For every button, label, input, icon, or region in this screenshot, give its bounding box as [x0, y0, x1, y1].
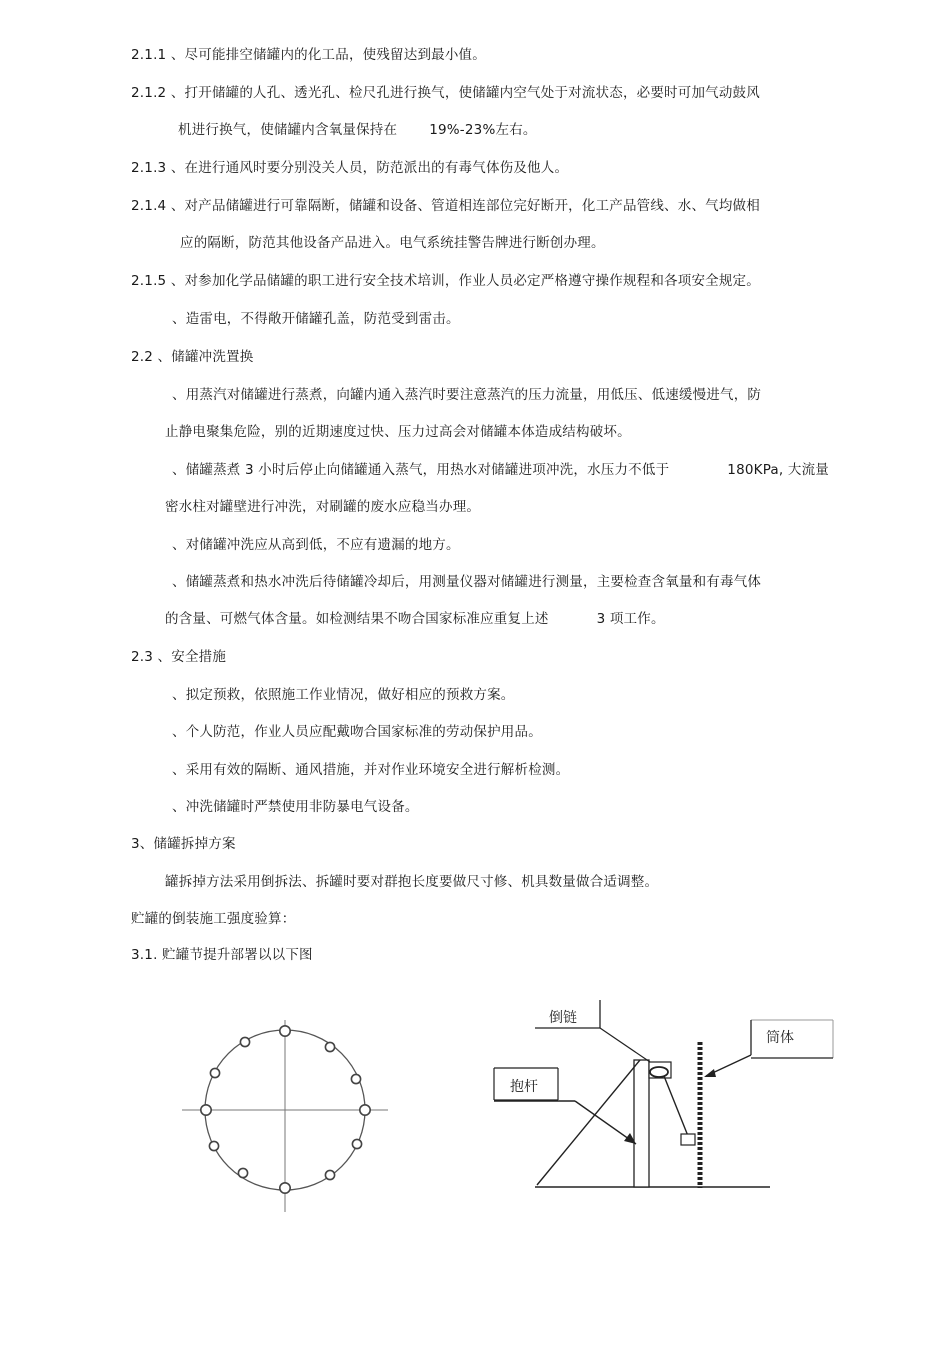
- heading-3: 3、储罐拆掉方案: [131, 836, 236, 852]
- line-lightning: 、造雷电，不得敞开储罐孔盖，防范受到雷击。: [172, 311, 460, 327]
- lifting-point: [280, 1183, 290, 1193]
- line-2-1-5: 2.1.5 、对参加化学品储罐的职工进行安全技术培训，作业人员必定严格遵守操作规程和各项安全规定。: [131, 273, 760, 289]
- lifting-point: [209, 1141, 218, 1150]
- line-ppe: 、个人防范，作业人员应配戴吻合国家标准的劳动保护用品。: [172, 724, 542, 740]
- line-measure: 、储罐蒸煮和热水冲洗后待储罐冷却后，用测量仪器对储罐进行测量，主要检查含氧量和有毒气体: [172, 574, 762, 590]
- clamp-block: [681, 1134, 695, 1145]
- line-measure-cont: 的含量、可燃气体含量。如检测结果不吻合国家标准应重复上述 3 项工作。: [165, 611, 665, 627]
- line-flush: 、对储罐冲洗应从高到低，不应有遗漏的地方。: [172, 537, 460, 553]
- lifting-point: [210, 1068, 219, 1077]
- line-2-1-2: 2.1.2 、打开储罐的人孔、透光孔、检尺孔进行换气，使储罐内空气处于对流状态，必要时可加气动鼓风: [131, 85, 760, 101]
- chain-hoist-leader: [600, 1028, 650, 1062]
- lifting-point: [325, 1042, 334, 1051]
- lifting-point: [238, 1168, 247, 1177]
- line-steam: 、用蒸汽对储罐进行蒸煮，向罐内通入蒸汽时要注意蒸汽的压力流量，用低压、低速缓慢进气，防: [172, 387, 762, 403]
- shell-label: 筒体: [766, 1030, 794, 1046]
- line-dismantle: 罐拆掉方法采用倒拆法、拆罐时要对群抱长度要做尺寸修、机具数量做合适调整。: [165, 874, 659, 890]
- chain-line: [664, 1076, 688, 1136]
- pole: [634, 1060, 649, 1187]
- lifting-point: [352, 1139, 361, 1148]
- line-2-1-2-cont: 机进行换气，使储罐内含氧量保持在 19%-23%左右。: [178, 122, 537, 138]
- chain-hoist-label: 倒链: [549, 1010, 577, 1026]
- line-2-1-4: 2.1.4 、对产品储罐进行可靠隔断，储罐和设备、管道相连部位完好断开，化工产品管线、水、气均做相: [131, 198, 760, 214]
- pole-label: 抱杆: [510, 1079, 538, 1095]
- line-hotwater: 、储罐蒸煮 3 小时后停止向储罐通入蒸气，用热水对储罐进项冲洗，水压力不低于 180KPa, 大流量: [172, 462, 829, 478]
- line-2-1-1: 2.1.1 、尽可能排空储罐内的化工品，使残留达到最小值。: [131, 47, 486, 63]
- lifting-point: [240, 1037, 249, 1046]
- heading-2-2: 2.2 、储罐冲洗置换: [131, 349, 254, 365]
- plan-view-diagram: [182, 1020, 388, 1212]
- lifting-point: [325, 1170, 334, 1179]
- line-2-1-3: 2.1.3 、在进行通风时要分别没关人员，防范派出的有毒气体伤及他人。: [131, 160, 569, 176]
- lifting-point: [201, 1105, 211, 1115]
- lifting-point: [280, 1026, 290, 1036]
- line-steam-cont: 止静电聚集危险，别的近期速度过快、压力过高会对储罐本体造成结构破坏。: [165, 424, 631, 440]
- line-plan: 、拟定预救，依照施工作业情况，做好相应的预救方案。: [172, 687, 515, 703]
- line-hotwater-cont: 密水柱对罐壁进行冲洗，对刷罐的废水应稳当办理。: [165, 499, 481, 515]
- line-2-1-4-cont: 应的隔断，防范其他设备产品进入。电气系统挂警告牌进行断创办理。: [180, 235, 605, 251]
- lifting-point: [351, 1074, 360, 1083]
- line-strength-check: 贮罐的倒装施工强度验算：: [131, 911, 296, 927]
- pole-brace: [537, 1060, 640, 1185]
- heading-3-1: 3.1. 贮罐节提升部署以以下图: [131, 947, 313, 963]
- heading-2-3: 2.3 、安全措施: [131, 649, 227, 665]
- line-isolation: 、采用有效的隔断、通风措施，并对作业环境安全进行解析检测。: [172, 762, 570, 778]
- elevation-view-diagram: [494, 1000, 833, 1188]
- lifting-point: [360, 1105, 370, 1115]
- line-explosion: 、冲洗储罐时严禁使用非防暴电气设备。: [172, 799, 419, 815]
